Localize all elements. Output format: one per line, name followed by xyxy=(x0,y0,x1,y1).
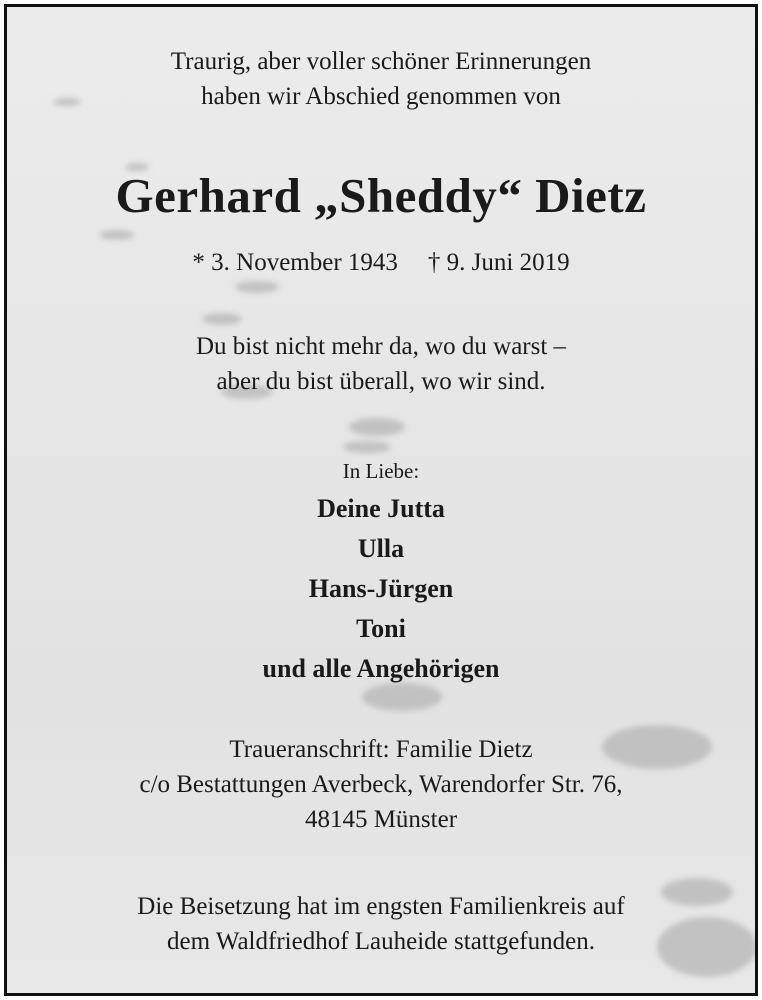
life-dates xyxy=(7,249,755,277)
family-member: Deine Jutta xyxy=(317,494,445,523)
address-line-1: Traueranschrift: Familie Dietz xyxy=(229,736,533,763)
intro-line-2: haben wir Abschied genommen von xyxy=(201,83,561,110)
quote-line-1: Du bist nicht mehr da, wo du warst – xyxy=(195,333,567,360)
birth-date: * 3. November 1943 xyxy=(192,249,398,276)
family-member: Hans-Jürgen xyxy=(308,574,454,603)
death-date: † 9. Juni 2019 xyxy=(427,249,570,276)
deceased-name: Gerhard „Sheddy“ Dietz xyxy=(115,168,647,223)
address-line-3: 48145 Münster xyxy=(304,806,458,833)
quote-line-2: aber du bist überall, wo wir sind. xyxy=(216,368,546,395)
burial-note-line-2: dem Waldfriedhof Lauheide stattgefunden. xyxy=(167,928,595,955)
family-member: und alle Angehörigen xyxy=(262,654,500,683)
burial-note-line-1: Die Beisetzung hat im engsten Familienkreis auf xyxy=(137,893,625,920)
address-line-2: c/o Bestattungen Averbeck, Warendorfer Str. 76, xyxy=(139,771,623,798)
intro-line-1: Traurig, aber voller schöner Erinnerungen xyxy=(170,48,592,75)
in-love-label: In Liebe: xyxy=(342,459,420,483)
obituary-frame xyxy=(4,4,758,996)
family-member: Ulla xyxy=(357,534,405,563)
family-member: Toni xyxy=(356,614,406,643)
